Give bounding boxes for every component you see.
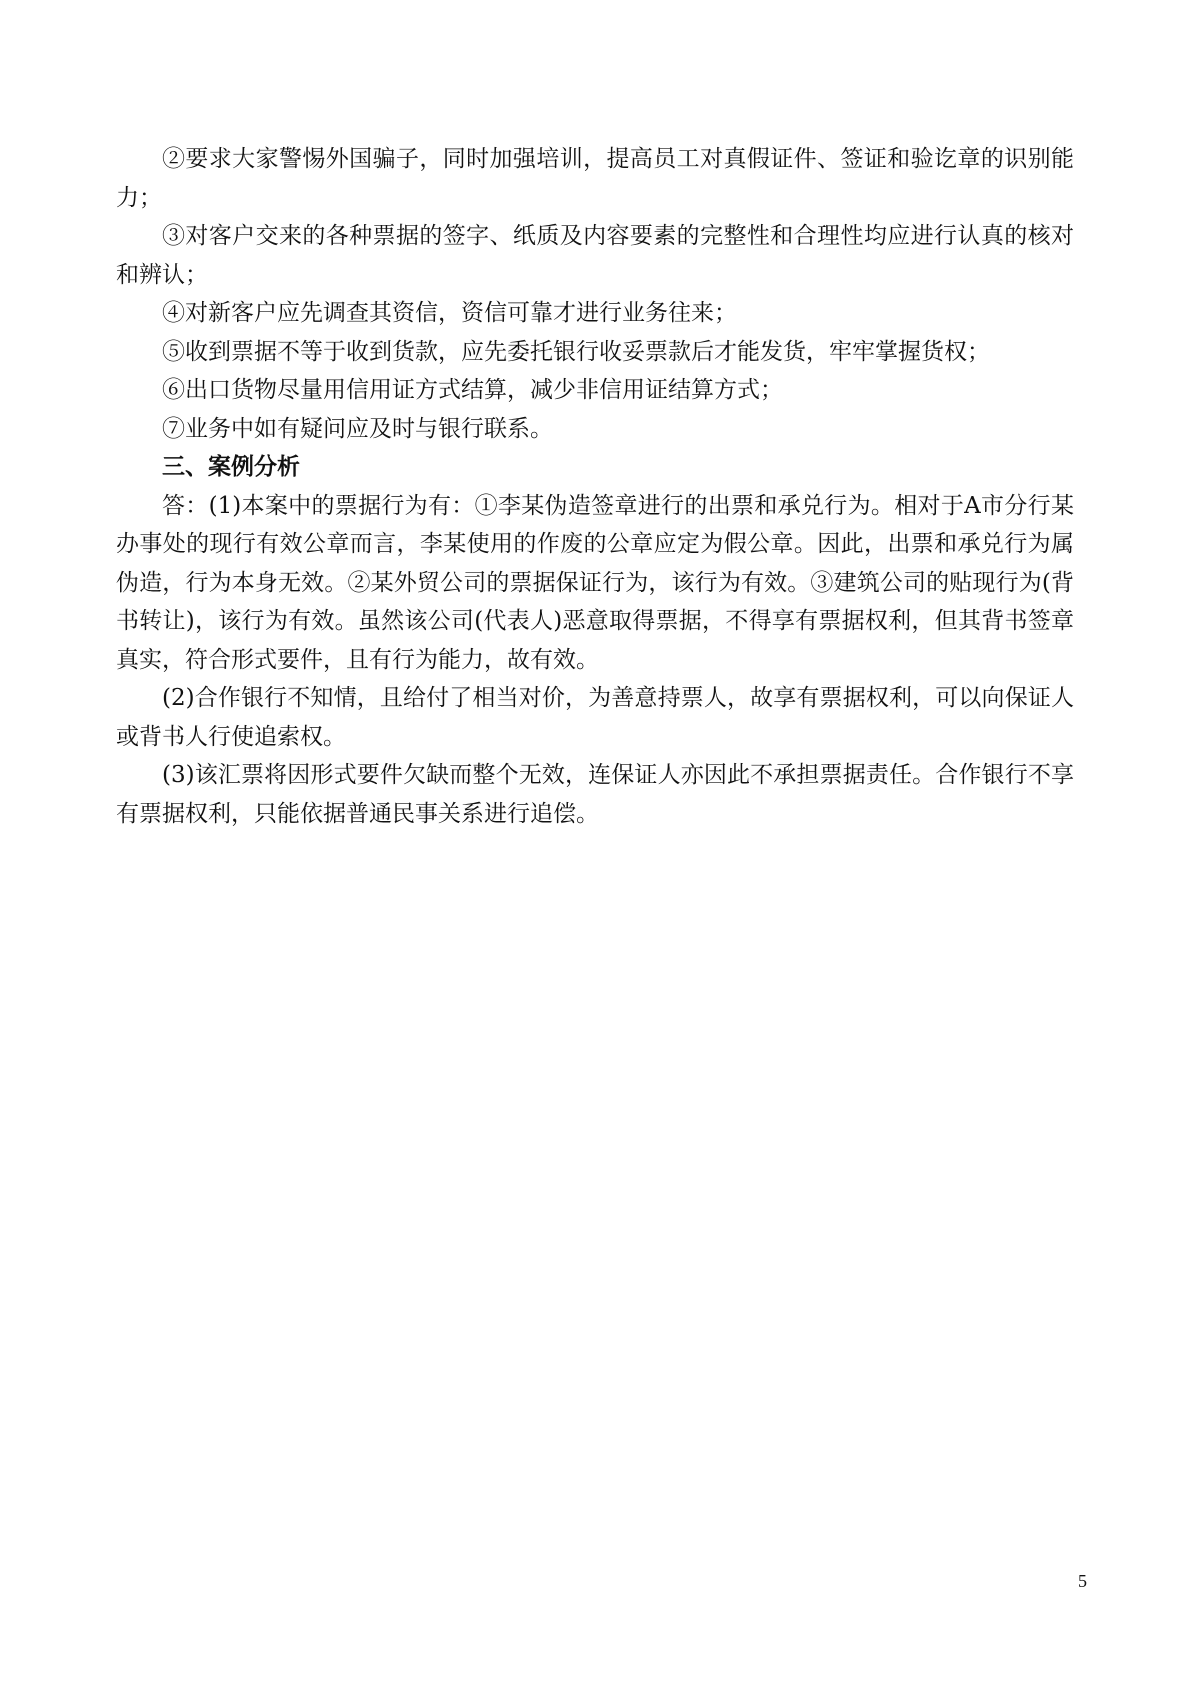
list-item: ⑦业务中如有疑问应及时与银行联系。 [162, 415, 553, 442]
answer-paragraph: (3)该汇票将因形式要件欠缺而整个无效，连保证人亦因此不承担票据责任。合作银行不享有票据权利，只能依据普通民事关系进行追偿。 [116, 762, 1074, 827]
list-item: ④对新客户应先调查其资信，资信可靠才进行业务往来； [162, 300, 737, 326]
page-number: 5 [1078, 1571, 1087, 1591]
section-heading: 三、案例分析 [162, 454, 300, 480]
list-item: ⑥出口货物尽量用信用证方式结算，减少非信用证结算方式； [162, 377, 783, 403]
list-item: ③对客户交来的各种票据的签字、纸质及内容要素的完整性和合理性均应进行认真的核对和辨认； [116, 223, 1074, 288]
answer-paragraph: 答：(1)本案中的票据行为有：①李某伪造签章进行的出票和承兑行为。相对于A市分行某办事处的现行有效公章而言，李某使用的作废的公章应定为假公章。因此，出票和承兑行为属伪造，行为本身无效。②某外贸公司的票据保证行为，该行为有效。③建筑公司的贴现行为(背书转让)，该行为有效。虽然该公司(代表人)恶意取得票据，不得享有票据权利，但其背书签章真实，符合形式要件，且有行为能力，故有效。 [116, 492, 1074, 673]
list-item: ②要求大家警惕外国骗子，同时加强培训，提高员工对真假证件、签证和验讫章的识别能力； [116, 146, 1074, 211]
document-body [116, 140, 1074, 833]
answer-paragraph: (2)合作银行不知情，且给付了相当对价，为善意持票人，故享有票据权利，可以向保证人或背书人行使追索权。 [116, 685, 1074, 750]
list-item: ⑤收到票据不等于收到货款，应先委托银行收妥票款后才能发货，牢牢掌握货权； [162, 338, 990, 365]
